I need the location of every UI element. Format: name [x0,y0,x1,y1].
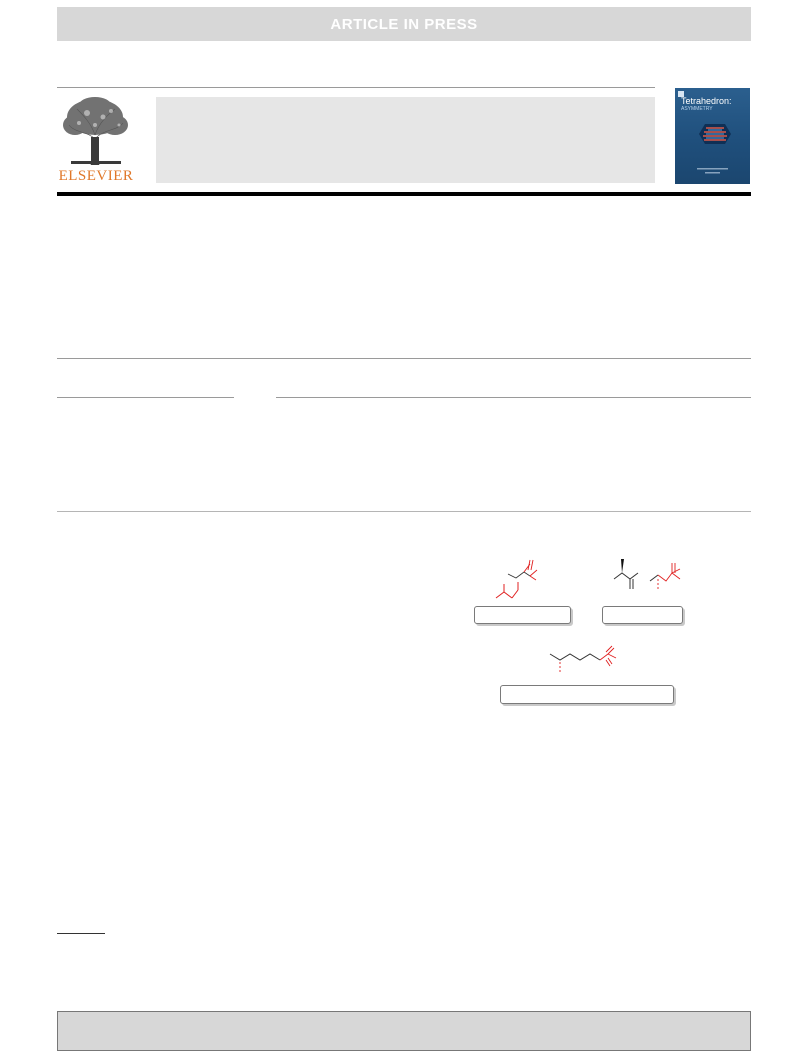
structure-1 [490,556,550,606]
structure-label-box-3 [500,685,674,704]
structure-label-box-2 [602,606,683,624]
citation-banner [57,1011,751,1051]
cover-art-icon [675,88,750,184]
elsevier-tree-icon [57,95,135,167]
journal-cover [675,88,750,184]
structure-label-box-1 [474,606,571,624]
cover-subtitle: ASYMMETRY [681,106,713,112]
title-block-rule [57,358,751,359]
structure-2 [610,555,690,605]
banner-text: ARTICLE IN PRESS [330,15,478,33]
header-rule [57,87,655,88]
masthead-rule [57,192,751,196]
article-info-rule [57,397,234,398]
structure-3 [548,640,638,680]
publisher-name: ELSEVIER [58,168,134,184]
cover-title: Tetrahedron: [681,96,732,106]
journal-header-band [156,97,655,183]
publisher-logo [57,95,135,185]
abstract-end-rule [57,511,751,512]
abstract-rule [276,397,751,398]
article-in-press-banner [57,7,751,41]
footnote-rule [57,933,105,934]
